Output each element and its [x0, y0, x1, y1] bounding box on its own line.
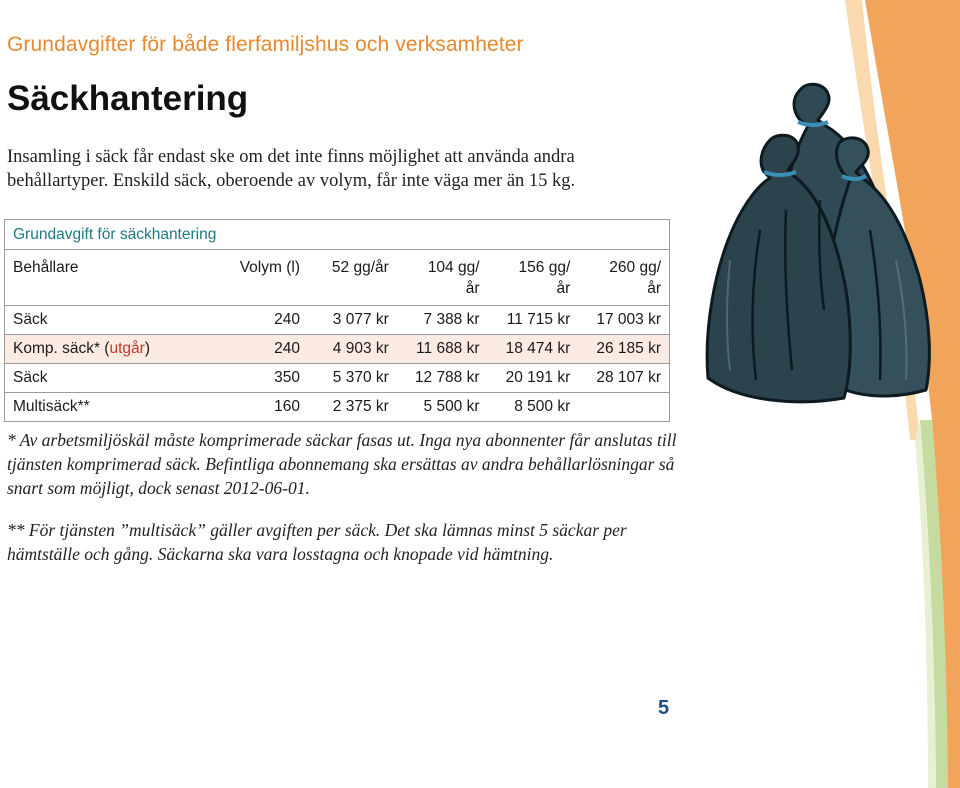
row-p52: 2 375 kr	[308, 393, 397, 422]
table-row	[5, 306, 670, 335]
row-p104: 11 688 kr	[397, 335, 488, 364]
row-name-suffix: )	[144, 340, 150, 357]
footnote-compressed-bag: * Av arbetsmiljöskäl måste komprimerade säckar fasas ut. Inga nya abonnenter får anslutas till tjänsten komprimerad säck. Befintliga abonnemang ska ersättas av andra behållarlösningar så snart som möjligt, dock senast 2012-06-01.	[7, 430, 677, 498]
row-p52: 4 903 kr	[308, 335, 397, 364]
header-260	[578, 250, 669, 306]
row-p156: 8 500 kr	[488, 393, 579, 422]
section-kicker: Grundavgifter för både flerfamiljshus och verksamheter	[7, 33, 524, 56]
row-name: Säck	[5, 306, 206, 335]
row-p104: 12 788 kr	[397, 364, 488, 393]
intro-paragraph: Insamling i säck får endast ske om det inte finns möjlighet att använda andra behållartyper. Enskild säck, oberoende av volym, får inte väga mer än 15 kg.	[7, 147, 576, 191]
table-row	[5, 393, 670, 422]
row-volume: 240	[206, 335, 308, 364]
header-156-line1: 156 gg/	[518, 259, 571, 276]
header-260-line2: år	[647, 280, 661, 297]
row-p104: 7 388 kr	[397, 306, 488, 335]
row-p260	[578, 393, 669, 422]
table-caption-row	[5, 220, 670, 250]
row-name: Multisäck**	[5, 393, 206, 422]
table-header-row	[5, 250, 670, 306]
row-name: Säck	[5, 364, 206, 393]
header-156	[488, 250, 579, 306]
fee-table	[4, 219, 670, 422]
footnote-multibag: ** För tjänsten ”multisäck” gäller avgiften per säck. Det ska lämnas minst 5 säckar per hämtställe och gång. Säckarna ska vara losstagna och knopade vid hämtning.	[7, 520, 627, 564]
header-104	[397, 250, 488, 306]
header-volume: Volym (l)	[206, 250, 308, 306]
row-p260: 28 107 kr	[578, 364, 669, 393]
row-p156: 18 474 kr	[488, 335, 579, 364]
header-260-line1: 260 gg/	[609, 259, 661, 276]
row-volume: 160	[206, 393, 308, 422]
outgoing-label: utgår	[109, 340, 145, 357]
table-caption: Grundavgift för säckhantering	[5, 220, 670, 250]
header-104-line1: 104 gg/	[427, 259, 480, 276]
header-104-line2: år	[465, 280, 480, 297]
garbage-bags-illustration	[700, 80, 940, 410]
page-title: Säckhantering	[7, 79, 249, 118]
row-p156: 11 715 kr	[488, 306, 579, 335]
row-name-text: Komp. säck* (	[13, 340, 110, 357]
table-row	[5, 364, 670, 393]
row-p156: 20 191 kr	[488, 364, 579, 393]
page-number: 5	[658, 697, 670, 719]
row-volume: 350	[206, 364, 308, 393]
table-row-highlighted	[5, 335, 670, 364]
row-p104: 5 500 kr	[397, 393, 488, 422]
row-p260: 26 185 kr	[578, 335, 669, 364]
row-p52: 5 370 kr	[308, 364, 397, 393]
header-52: 52 gg/år	[308, 250, 397, 306]
row-p52: 3 077 kr	[308, 306, 397, 335]
row-volume: 240	[206, 306, 308, 335]
header-container: Behållare	[5, 250, 206, 306]
row-p260: 17 003 kr	[578, 306, 669, 335]
row-name	[5, 335, 206, 364]
header-156-line2: år	[556, 280, 571, 297]
